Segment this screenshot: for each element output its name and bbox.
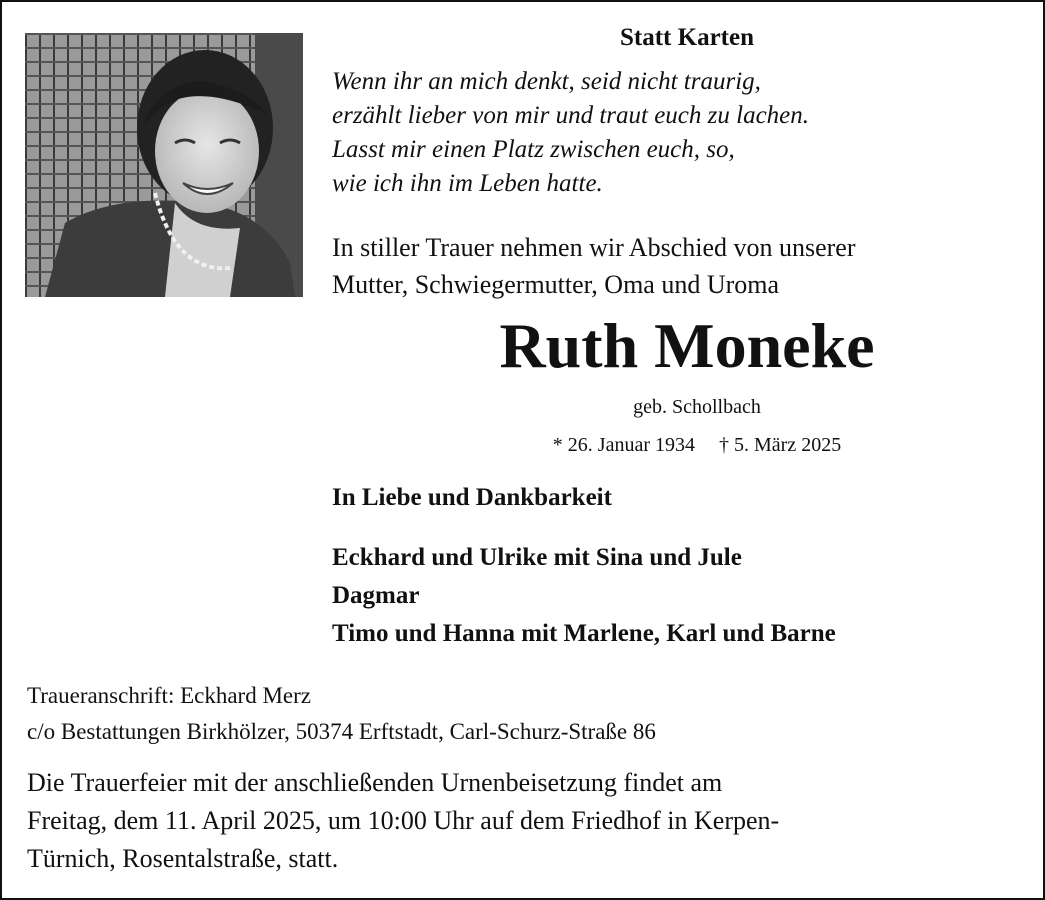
intro-line: Mutter, Schwiegermutter, Oma und Uroma: [332, 270, 780, 299]
portrait-photo: [25, 33, 303, 297]
address-line: c/o Bestattungen Birkhölzer, 50374 Erftstadt, Carl-Schurz-Straße 86: [27, 719, 656, 744]
service-details: [27, 764, 779, 878]
mourning-address: [27, 678, 656, 750]
deceased-name: Ruth Moneke: [499, 310, 875, 381]
verse-line: wie ich ihn im Leben hatte.: [332, 170, 603, 197]
birth-date: * 26. Januar 1934: [552, 434, 695, 456]
intro-text: [332, 229, 856, 303]
intro-line: In stiller Trauer nehmen wir Abschied von unserer: [332, 233, 856, 262]
mourners-list: [332, 539, 836, 653]
mourner-line: Eckhard und Ulrike mit Sina und Jule: [332, 544, 742, 571]
mourner-line: Dagmar: [332, 582, 420, 609]
maiden-name: geb. Schollbach: [633, 396, 761, 418]
mourner-line: Timo und Hanna mit Marlene, Karl und Barne: [332, 620, 836, 647]
verse-line: erzählt lieber von mir und traut euch zu lachen.: [332, 102, 810, 129]
address-line: Traueranschrift: Eckhard Merz: [27, 683, 311, 708]
service-line: Die Trauerfeier mit der anschließenden Urnenbeisetzung findet am: [27, 768, 723, 797]
heading: Statt Karten: [620, 24, 754, 51]
memorial-verse: [332, 65, 809, 201]
verse-line: Lasst mir einen Platz zwischen euch, so,: [332, 136, 735, 163]
dedication: In Liebe und Dankbarkeit: [332, 484, 612, 511]
service-line: Freitag, dem 11. April 2025, um 10:00 Uhr auf dem Friedhof in Kerpen-: [27, 806, 780, 835]
life-dates: [332, 434, 1045, 457]
death-date: † 5. März 2025: [719, 434, 842, 456]
verse-line: Wenn ihr an mich denkt, seid nicht traurig,: [332, 68, 761, 95]
portrait-image: [25, 33, 303, 297]
service-line: Türnich, Rosentalstraße, statt.: [27, 844, 339, 873]
